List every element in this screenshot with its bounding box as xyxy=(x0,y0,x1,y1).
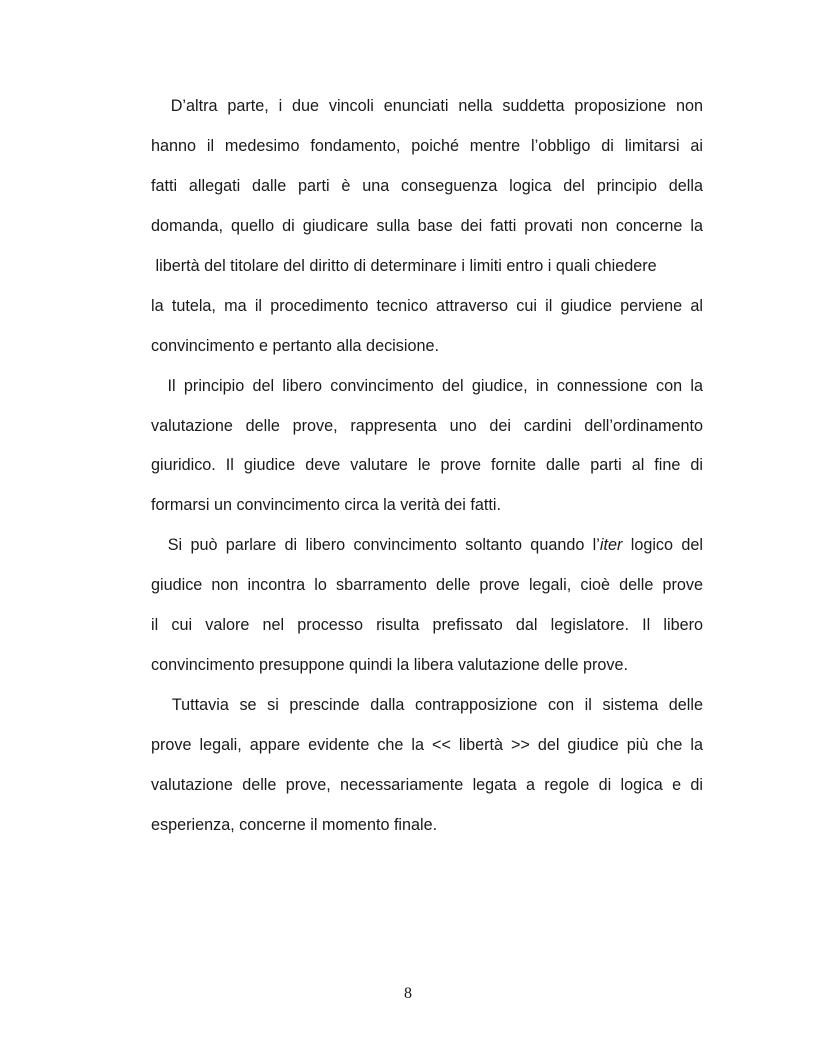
text-line xyxy=(151,408,703,448)
text-line xyxy=(151,208,703,248)
text-line xyxy=(151,727,703,767)
text-segment: logico del xyxy=(622,536,703,555)
text-segment: prove legali, appare evidente che la << libertà >> del giudice più che la xyxy=(151,736,703,754)
text-segment: Si può parlare di libero convincimento soltanto quando l’ xyxy=(151,536,600,555)
text-segment: convincimento e pertanto alla decisione. xyxy=(151,336,439,355)
text-segment: Tuttavia se si prescinde dalla contrapposizione con il sistema delle xyxy=(151,696,703,715)
text-line xyxy=(151,527,703,567)
text-segment: hanno il medesimo fondamento, poiché mentre l’obbligo di limitarsi ai xyxy=(151,136,703,155)
text-segment: giuridico. Il giudice deve valutare le prove fornite dalle parti al fine di xyxy=(151,456,703,475)
text-line xyxy=(151,88,703,128)
text-segment: fatti allegati dalle parti è una conseguenza logica del principio della xyxy=(151,176,703,195)
text-line xyxy=(151,288,703,328)
text-segment: valutazione delle prove, necessariamente legata a regole di logica e di xyxy=(151,775,703,794)
text-line xyxy=(151,328,703,368)
text-segment: D’altra parte, i due vincoli enunciati nella suddetta proposizione non xyxy=(151,97,703,115)
text-line xyxy=(151,447,703,487)
text-line xyxy=(151,368,703,408)
body-text xyxy=(151,88,703,847)
text-line xyxy=(151,128,703,168)
text-segment: libertà del titolare del diritto di determinare i limiti entro i quali chiedere xyxy=(151,256,657,275)
text-segment: giudice non incontra lo sbarramento delle prove legali, cioè delle prove xyxy=(151,576,703,595)
text-segment: esperienza, concerne il momento finale. xyxy=(151,815,438,834)
text-segment: domanda, quello di giudicare sulla base dei fatti provati non concerne la xyxy=(151,216,703,235)
text-line xyxy=(151,767,703,807)
text-segment: convincimento presuppone quindi la libera valutazione delle prove. xyxy=(151,656,628,675)
text-line xyxy=(151,807,703,847)
text-line xyxy=(151,687,703,727)
text-segment: valutazione delle prove, rappresenta uno dei cardini dell’ordinamento xyxy=(151,416,703,435)
text-line xyxy=(151,168,703,208)
text-segment: il cui valore nel processo risulta prefissato dal legislatore. Il libero xyxy=(151,616,703,635)
italic-term: iter xyxy=(599,536,623,555)
text-segment: Il principio del libero convincimento del giudice, in connessione con la xyxy=(151,376,703,395)
text-line xyxy=(151,248,703,288)
text-line xyxy=(151,487,703,527)
text-segment: la tutela, ma il procedimento tecnico attraverso cui il giudice perviene al xyxy=(151,296,703,315)
text-line xyxy=(151,647,703,687)
page-number: 8 xyxy=(404,985,412,1002)
text-segment: formarsi un convincimento circa la verità dei fatti. xyxy=(151,496,501,515)
text-line xyxy=(151,607,703,647)
text-line xyxy=(151,567,703,607)
